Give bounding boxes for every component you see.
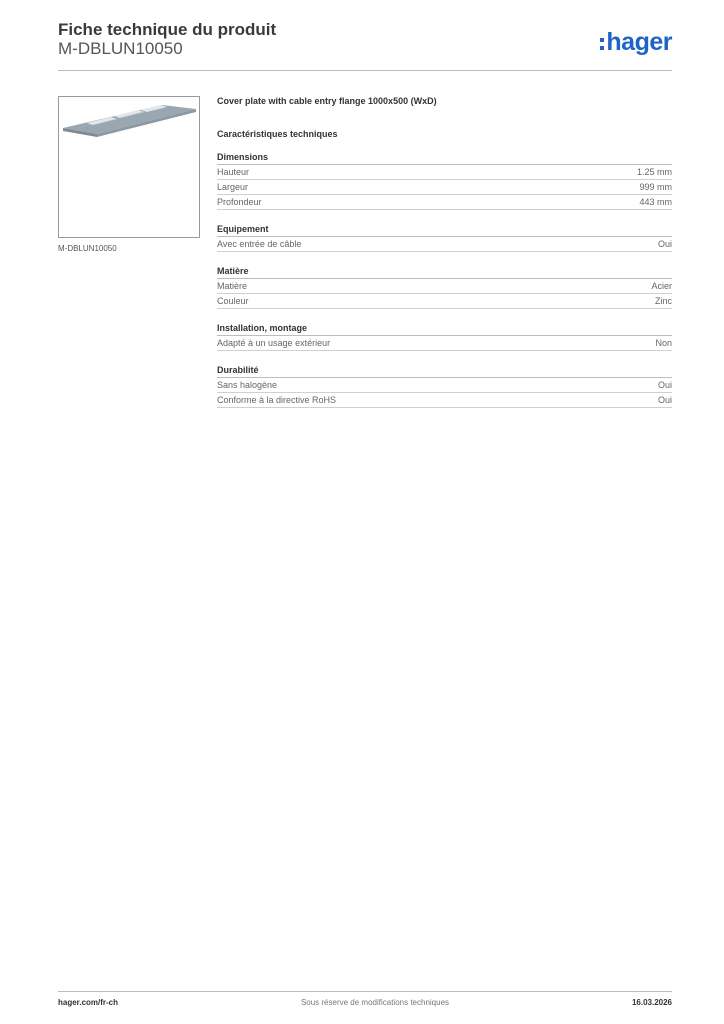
spec-row <box>217 378 672 393</box>
characteristics-title: Caractéristiques techniques <box>217 129 338 139</box>
logo-dots-icon <box>600 38 604 50</box>
spec-value: Acier <box>651 281 672 291</box>
spec-row <box>217 237 672 252</box>
page-footer <box>58 991 672 1007</box>
spec-row <box>217 336 672 351</box>
group-title: Installation, montage <box>217 323 672 336</box>
logo-wordmark: hager <box>606 27 672 56</box>
spec-value: 443 mm <box>639 197 672 207</box>
spec-group-equipement <box>217 224 672 252</box>
spec-row <box>217 393 672 408</box>
group-title: Dimensions <box>217 152 672 165</box>
spec-row <box>217 279 672 294</box>
footer-date: 16.03.2026 <box>631 998 672 1007</box>
group-title: Durabilité <box>217 365 672 378</box>
page-header <box>58 20 672 71</box>
spec-value: Oui <box>657 239 672 249</box>
spec-value: Oui <box>657 380 672 390</box>
spec-group-matiere <box>217 266 672 309</box>
product-name: Cover plate with cable entry flange 1000x500 (WxD) <box>217 96 437 106</box>
group-title: Matière <box>217 266 672 279</box>
footer-note: Sous réserve de modifications techniques <box>300 998 450 1007</box>
page-title: Fiche technique du produit <box>58 20 277 39</box>
spec-value: Zinc <box>654 296 672 306</box>
spec-label: Sans halogène <box>217 380 278 390</box>
footer-website-link[interactable]: hager.com/fr-ch <box>58 998 119 1007</box>
group-title: Equipement <box>217 224 672 237</box>
spec-value: 999 mm <box>639 182 672 192</box>
spec-label: Conforme à la directive RoHS <box>217 395 337 405</box>
spec-group-installation <box>217 323 672 351</box>
spec-row <box>217 180 672 195</box>
spec-label: Profondeur <box>217 197 262 207</box>
product-image <box>58 96 200 238</box>
spec-label: Avec entrée de câble <box>217 239 302 249</box>
spec-value: Oui <box>657 395 672 405</box>
spec-label: Largeur <box>217 182 249 192</box>
cover-plate-illustration <box>59 97 199 237</box>
image-caption: M-DBLUN10050 <box>58 244 117 253</box>
spec-label: Hauteur <box>217 167 250 177</box>
hager-logo[interactable] <box>600 28 672 56</box>
spec-value: 1.25 mm <box>636 167 672 177</box>
spec-value: Non <box>655 338 672 348</box>
spec-label: Couleur <box>217 296 249 306</box>
spec-label: Adapté à un usage extérieur <box>217 338 331 348</box>
spec-content <box>217 96 672 422</box>
spec-row <box>217 294 672 309</box>
spec-row <box>217 195 672 210</box>
spec-row <box>217 165 672 180</box>
spec-label: Matière <box>217 281 248 291</box>
product-code: M-DBLUN10050 <box>58 39 183 58</box>
spec-group-dimensions <box>217 152 672 210</box>
spec-group-durabilite <box>217 365 672 408</box>
